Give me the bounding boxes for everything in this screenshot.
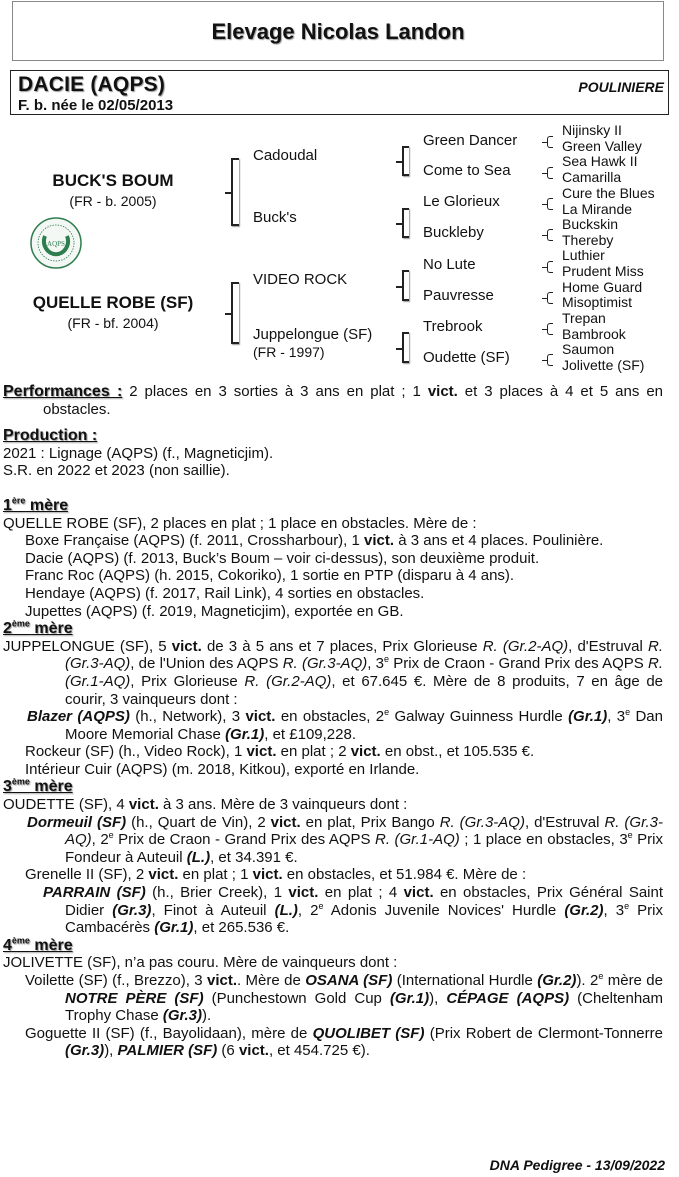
produce-item: Franc Roc (AQPS) (h. 2015, Cokoriko), 1 sortie en PTP (disparu à 4 ans). — [25, 567, 515, 585]
dam — [13, 293, 213, 331]
sire — [13, 171, 213, 209]
bracket-gen4 — [547, 261, 553, 273]
gen2-name: VIDEO ROCK — [253, 271, 348, 288]
gen4-name: Camarilla — [562, 169, 622, 185]
mere-3-heading: 3ème mère — [3, 777, 73, 796]
production-line: S.R. en 2022 et 2023 (non saillie). — [3, 462, 230, 480]
produce-item: Blazer (AQPS) (h., Network), 3 vict. en obstacles, 2e Galway Guinness Hurdle (Gr.1), 3e Dan Moore Memorial Chase (Gr.1), et £109,228. — [27, 707, 663, 743]
title-box — [12, 1, 664, 61]
produce-item: PARRAIN (SF) (h., Brier Creek), 1 vict. en plat ; 4 vict. en obstacles, Prix Général Saint Didier (Gr.3), Finot à Auteuil (L.), 2e Adonis Juvenile Novices' Hurdle (Gr.2), 3e Prix Cambacérès (Gr.1), et 265.536 €. — [43, 884, 664, 937]
gen4-name: Prudent Miss — [562, 263, 644, 279]
mere-3-intro: OUDETTE (SF), 4 vict. à 3 ans. Mère de 3 vainqueurs dont : — [3, 796, 408, 814]
gen3-name: Come to Sea — [423, 162, 511, 179]
gen4-name: Trepan — [562, 310, 606, 326]
gen3-name: Le Glorieux — [423, 193, 500, 210]
gen4-name: Misoptimist — [562, 294, 633, 310]
produce-item: Jupettes (AQPS) (f. 2019, Magneticjim), exportée en GB. — [25, 602, 404, 620]
dam-info: (FR - bf. 2004) — [67, 315, 159, 331]
production-line: 2021 : Lignage (AQPS) (f., Magneticjim). — [3, 444, 274, 462]
horse-name: DACIE (AQPS) — [18, 73, 166, 96]
sire-name: BUCK'S BOUM — [52, 171, 174, 190]
mere-1-intro: QUELLE ROBE (SF), 2 places en plat ; 1 place en obstacles. Mère de : — [3, 514, 477, 532]
mere-1-heading: 1ère mère — [3, 495, 69, 514]
gen2-name: Cadoudal — [253, 147, 318, 164]
performances-label: Performances : — [3, 383, 123, 400]
gen3-name: Buckleby — [423, 224, 484, 241]
bracket-gen3 — [402, 208, 409, 238]
bracket-gen4 — [547, 136, 553, 148]
footer-source: DNA Pedigree - 13/09/2022 — [489, 1157, 665, 1173]
produce-item: Rockeur (SF) (h., Video Rock), 1 vict. en plat ; 2 vict. en obst., et 105.535 €. — [25, 743, 535, 761]
bracket-gen3 — [402, 332, 409, 363]
svg-text:AQPS: AQPS — [47, 240, 65, 248]
bracket-gen3 — [402, 270, 409, 301]
produce-item: Dormeuil (SF) (h., Quart de Vin), 2 vict. en plat, Prix Bango R. (Gr.3-AQ), d'Estruval R. (Gr.3-AQ), 2e Prix de Craon - Grand Prix des AQPS R. (Gr.1-AQ) ; 1 place en obstacles, 3e Prix Fondeur à Auteuil (L.), et 34.391 €. — [27, 813, 664, 866]
production-label: Production : — [3, 427, 98, 445]
body-text — [3, 383, 663, 1060]
gen2-name: Juppelongue (SF) — [253, 326, 373, 343]
produce-item: Goguette II (SF) (f., Bayolidaan), mère de QUOLIBET (SF) (Prix Robert de Clermont-Tonnerre (Gr.3)), PALMIER (SF) (6 vict., et 454.725 €). — [25, 1024, 663, 1060]
bracket-dam — [231, 282, 239, 344]
gen4-name: Green Valley — [562, 138, 642, 154]
horse-sex-birthdate: F. b. née le 02/05/2013 — [18, 97, 174, 114]
horse-header — [10, 70, 669, 115]
bracket-gen3 — [402, 146, 409, 176]
mere-4 — [3, 937, 663, 1060]
gen3-name: Trebrook — [423, 318, 483, 335]
mere-3 — [3, 778, 663, 936]
gen4-name: Sea Hawk II — [562, 153, 638, 169]
produce-item: Intérieur Cuir (AQPS) (m. 2018, Kitkou), exporté en Irlande. — [25, 760, 420, 778]
bracket-gen4 — [547, 198, 553, 210]
bracket-gen4 — [547, 229, 553, 241]
produce-item: Boxe Française (AQPS) (f. 2011, Crossharbour), 1 vict. à 3 ans et 4 places. Poulinière. — [25, 532, 604, 550]
gen4-name: Nijinsky II — [562, 122, 622, 138]
mere-2-intro: JUPPELONGUE (SF), 5 vict. de 3 à 5 ans et 7 places, Prix Glorieuse R. (Gr.2-AQ), d'Estruval R. (Gr.3-AQ), de l'Union des AQPS R. (Gr.3-AQ), 3e Prix de Craon - Grand Prix des AQPS R. (Gr.1-AQ), Prix Glorieuse R. (Gr.2-AQ), et 67.645 €. Mère de 8 produits, 7 en âge de courir, 3 vainqueurs dont : — [3, 637, 663, 708]
gen3-name: Green Dancer — [423, 132, 518, 149]
produce-item: Dacie (AQPS) (f. 2013, Buck’s Boum – voir ci-dessus), son deuxième produit. — [25, 549, 540, 567]
mere-2-heading: 2ème mère — [3, 618, 73, 638]
gen2-info: (FR - 1997) — [253, 344, 325, 360]
gen4-name: Home Guard — [562, 279, 643, 295]
produce-item: Grenelle II (SF), 2 vict. en plat ; 1 vict. en obstacles, et 51.984 €. Mère de : — [25, 866, 527, 884]
gen4-name: La Mirande — [562, 201, 633, 217]
mere-2 — [3, 620, 663, 778]
produce-item: Hendaye (AQPS) (f. 2017, Rail Link), 4 sorties en obstacles. — [25, 584, 425, 602]
performances: Performances : 2 places en 3 sorties à 3 ans en plat ; 1 vict. et 3 places à 4 et 5 ans en obstacles. — [3, 383, 664, 418]
gen4-name: Thereby — [562, 232, 614, 248]
bracket-gen4 — [547, 354, 553, 366]
bracket-gen4 — [547, 323, 553, 335]
dam-name: QUELLE ROBE (SF) — [32, 293, 194, 312]
sire-info: (FR - b. 2005) — [69, 193, 157, 209]
gen4-name: Cure the Blues — [562, 185, 655, 201]
produce-item: Voilette (SF) (f., Brezzo), 3 vict.. Mère de OSANA (SF) (International Hurdle (Gr.2)). 2e mère de NOTRE PÈRE (SF) (Punchestown Gold Cup (Gr.1)), CÉPAGE (AQPS) (Cheltenham Trophy Chase (Gr.3)). — [25, 971, 663, 1025]
gen4-name: Buckskin — [562, 216, 619, 232]
horse-type: POULINIERE — [578, 79, 664, 95]
production — [3, 427, 663, 480]
gen4-name: Saumon — [562, 341, 615, 357]
bracket-gen4 — [547, 167, 553, 179]
mere-4-intro: JOLIVETTE (SF), n’a pas couru. Mère de vainqueurs dont : — [3, 954, 398, 972]
gen4-name: Jolivette (SF) — [562, 357, 645, 373]
bracket-sire — [231, 158, 239, 226]
gen3-name: Oudette (SF) — [423, 349, 510, 366]
mere-1 — [3, 497, 663, 620]
page-title: Elevage Nicolas Landon — [211, 19, 465, 44]
bracket-gen4 — [547, 292, 553, 304]
gen4-name: Luthier — [562, 247, 605, 263]
mere-4-heading: 4ème mère — [3, 935, 73, 954]
aqps-logo-icon — [29, 216, 83, 270]
gen2-name: Buck's — [253, 209, 297, 226]
gen3-name: No Lute — [423, 256, 476, 273]
gen4-name: Bambrook — [562, 326, 626, 342]
gen3-name: Pauvresse — [423, 287, 494, 304]
